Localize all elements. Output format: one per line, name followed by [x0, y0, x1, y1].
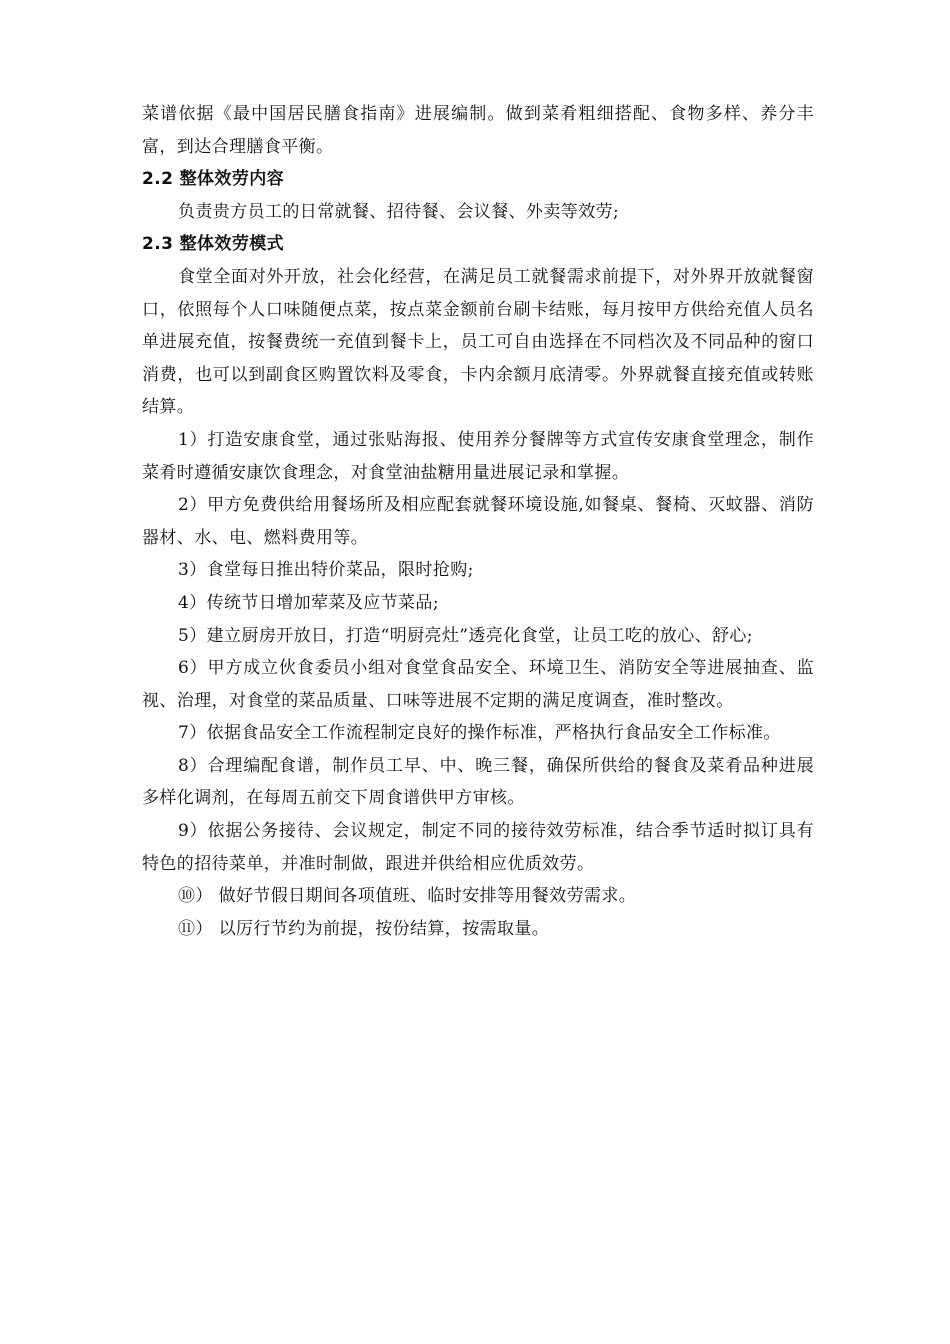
- section-2-2-heading: 2.2 整体效劳内容: [142, 169, 285, 190]
- list-item: 9）依据公务接待、会议规定，制定不同的接待效劳标准，结合季节适时拟订具有特色的招待菜单，并准时制做，跟进并供给相应优质效劳。: [142, 821, 814, 874]
- section-2-3-body: 食堂全面对外开放，社会化经营，在满足员工就餐需求前提下，对外界开放就餐窗口，依照每个人口味随便点菜，按点菜金额前台刷卡结账，每月按甲方供给充值人员名单进展充值，按餐费统一充值到餐卡上，员工可自由选择在不同档次及不同品种的窗口消费，也可以到副食区购置饮料及零食，卡内余额月底清零。外界就餐直接充值或转账结算。: [142, 266, 814, 418]
- list-item: 8）合理编配食谱，制作员工早、中、晚三餐，确保所供给的餐食及菜肴品种进展多样化调剂，在每周五前交下周食谱供甲方审核。: [142, 755, 814, 809]
- list-item: 1）打造安康食堂，通过张贴海报、使用养分餐牌等方式宣传安康食堂理念，制作菜肴时遵循安康饮食理念，对食堂油盐糖用量进展记录和掌握。: [142, 429, 814, 483]
- list-item: 4）传统节日增加荤菜及应节菜品;: [178, 592, 439, 613]
- section-2-2-body: 负责贵方员工的日常就餐、招待餐、会议餐、外卖等效劳;: [178, 201, 620, 222]
- list-item: 6）甲方成立伙食委员小组对食堂食品安全、环境卫生、消防安全等进展抽查、监视、治理，对食堂的菜品质量、口味等进展不定期的满足度调查，准时整改。: [142, 658, 814, 711]
- document-body: [142, 98, 814, 945]
- list-item: 3）食堂每日推出特价菜品，限时抢购;: [178, 560, 474, 581]
- list-item: 2）甲方免费供给用餐场所及相应配套就餐环境设施,如餐桌、餐椅、灭蚊器、消防器材、水、电、燃料费用等。: [142, 495, 814, 548]
- list-item: ⑪） 以厉行节约为前提，按份结算，按需取量。: [178, 918, 550, 939]
- intro-paragraph: 菜谱依据《最中国居民膳食指南》进展编制。做到菜肴粗细搭配、食物多样、养分丰富，到达合理膳食平衡。: [142, 104, 814, 157]
- list-item: ⑩） 做好节假日期间各项值班、临时安排等用餐效劳需求。: [178, 886, 637, 907]
- section-2-3-heading: 2.3 整体效劳模式: [142, 234, 285, 255]
- list-item: 5）建立厨房开放日，打造“明厨亮灶”透亮化食堂，让员工吃的放心、舒心;: [178, 625, 753, 646]
- list-item: 7）依据食品安全工作流程制定良好的操作标准，严格执行食品安全工作标准。: [178, 723, 781, 744]
